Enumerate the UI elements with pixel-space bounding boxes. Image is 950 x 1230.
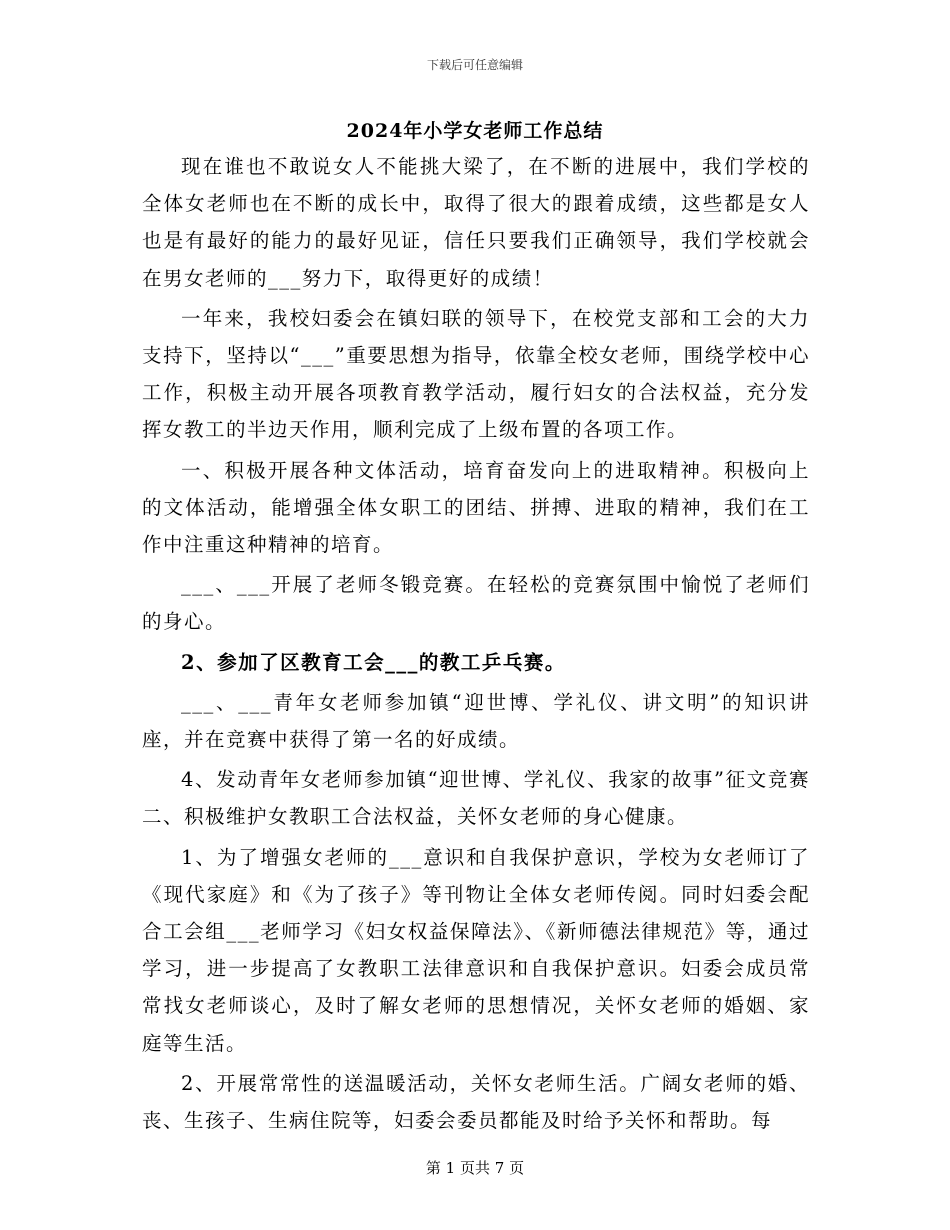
- paragraph-section-two-item-2: 2、开展常常性的送温暖活动，关怀女老师生活。广阔女老师的婚、丧、生孩子、生病住院等，妇委会委员都能及时给予关怀和帮助。每: [142, 1071, 810, 1133]
- document-body: [142, 148, 810, 1139]
- paragraph-item-1: ___、___开展了老师冬锻竞赛。在轻松的竞赛氛围中愉悦了老师们的身心。: [142, 573, 810, 634]
- paragraph-item-2: 2、参加了区教育工会___的教工乒乓赛。: [181, 650, 566, 674]
- paragraph-section-one: 一、积极开展各种文体活动，培育奋发向上的进取精神。积极向上的文体活动，能增强全体女职工的团结、拼搏、进取的精神，我们在工作中注重这种精神的培育。: [142, 458, 810, 557]
- paragraph-item-3: ___、___青年女老师参加镇“迎世博、学礼仪、讲文明”的知识讲座，并在竞赛中获得了第一名的好成绩。: [142, 690, 810, 752]
- paragraph-item-4: 4、发动青年女老师参加镇“迎世博、学礼仪、我家的故事”征文竞赛二、积极维护女教职工合法权益，关怀女老师的身心健康。: [142, 768, 810, 829]
- document-title: 2024年小学女老师工作总结: [346, 120, 604, 142]
- paragraph-section-two-item-1: 1、为了增强女老师的___意识和自我保护意识，学校为女老师订了《现代家庭》和《为了孩子》等刊物让全体女老师传阅。同时妇委会配合工会组___老师学习《妇女权益保障法》、《新师德法律规范》等，通过学习，进一步提高了女教职工法律意识和自我保护意识。妇委会成员常常找女老师谈心，及时了解女老师的思想情况，关怀女老师的婚姻、家庭等生活。: [142, 845, 810, 1055]
- paragraph-intro: 现在谁也不敢说女人不能挑大梁了，在不断的进展中，我们学校的全体女老师也在不断的成长中，取得了很大的跟着成绩，这些都是女人也是有最好的能力的最好见证，信任只要我们正确领导，我们学校就会在男女老师的___努力下，取得更好的成绩！: [142, 155, 810, 290]
- page-footer: 第 1 页共 7 页: [425, 1159, 525, 1177]
- page-header-note: 下载后可任意编辑: [426, 58, 523, 72]
- paragraph-overview: 一年来，我校妇委会在镇妇联的领导下，在校党支部和工会的大力支持下，坚持以“___”重要思想为指导，依靠全校女老师，围绕学校中心工作，积极主动开展各项教育教学活动，履行妇女的合法权益，充分发挥女教工的半边天作用，顺利完成了上级布置的各项工作。: [142, 306, 810, 442]
